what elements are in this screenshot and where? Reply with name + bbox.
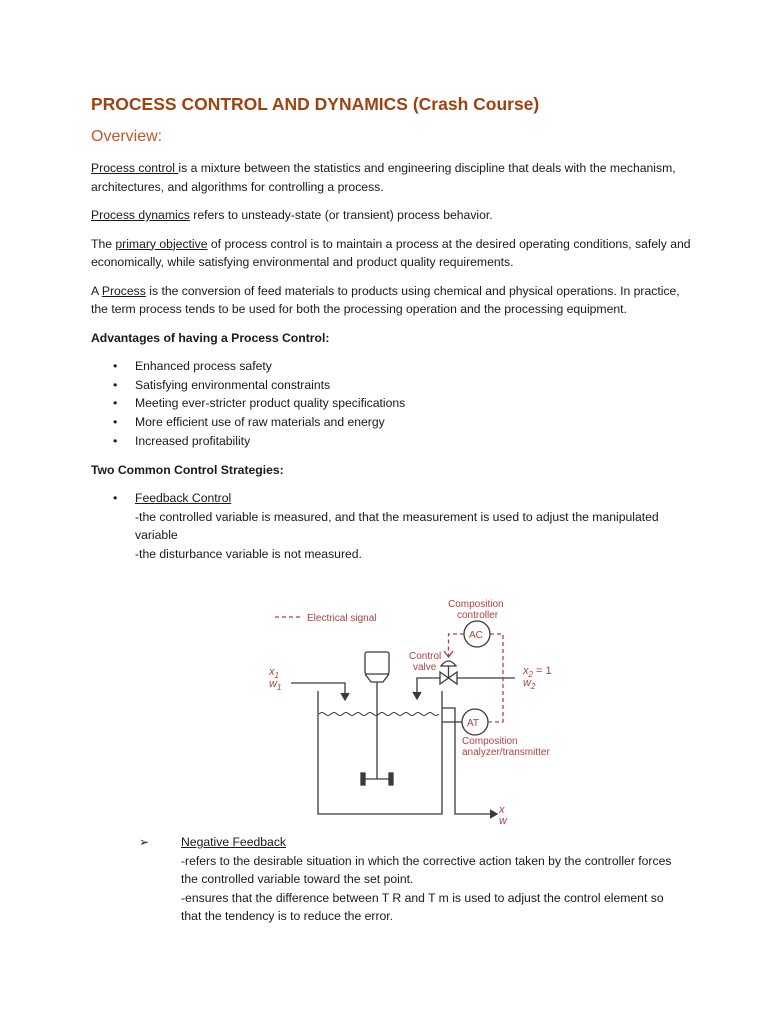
paragraph-process-control [91, 159, 691, 196]
negative-feedback-title: Negative Feedback [181, 835, 287, 849]
feedback-control-diagram [255, 596, 555, 826]
valve-actuator [441, 661, 456, 666]
strategies-heading: Two Common Control Strategies: [91, 462, 284, 477]
document-body [91, 92, 691, 571]
valve-stream-arrow [413, 692, 421, 699]
outlet-arrow [490, 810, 497, 818]
impeller-blade [389, 773, 393, 785]
inlet-w-label: $w_1$ [269, 678, 282, 692]
bullet-icon: • [113, 491, 118, 506]
paragraph-process [91, 282, 691, 319]
advantages-heading: Advantages of having a Process Control: [91, 330, 330, 345]
feedback-control-item [91, 489, 691, 563]
paragraph-text: is the conversion of feed materials to products using chemical and physical operations. In practice, the term process tends to be used for both the processing operation and the processing equipment. [91, 283, 680, 316]
inlet-x-label: $x_1$ [269, 666, 279, 680]
liquid-surface [319, 713, 439, 716]
controller-label: Composition [448, 599, 504, 610]
list-item: • Meeting ever-stricter product quality specifications [91, 394, 691, 413]
impeller-blade [361, 773, 365, 785]
list-item: • Satisfying environmental constraints [91, 376, 691, 395]
paragraph-primary-objective [91, 235, 691, 272]
negative-line-1: -refers to the desirable situation in which the corrective action taken by the controller forces the controlled variable toward the set point. [181, 853, 672, 886]
term-process: Process [101, 283, 146, 298]
term-process-control: Process control [91, 161, 179, 175]
feedback-line-1: -the controlled variable is measured, and that the measurement is used to adjust the manipulated variable [135, 509, 659, 543]
list-item: • Enhanced process safety [91, 357, 691, 376]
diagram-svg [255, 596, 555, 826]
legend-label: Electrical signal [307, 613, 377, 624]
valve-label: Control [409, 651, 442, 662]
page-title: PROCESS CONTROL AND DYNAMICS (Crash Course) [91, 94, 540, 114]
term-primary-objective: primary objective [115, 236, 208, 251]
outlet-w2-label: $w_2$ [523, 677, 536, 691]
list-item: • Increased profitability [91, 432, 691, 451]
feedback-control-title: Feedback Control [135, 491, 232, 506]
overview-heading: Overview: [91, 128, 163, 145]
paragraph-text: refers to unsteady-state (or transient) process behavior. [189, 208, 493, 222]
motor-box [365, 652, 389, 674]
analyzer-label: Composition [462, 736, 518, 747]
term-process-dynamics: Process dynamics [91, 208, 190, 222]
product-x-label: x [499, 804, 505, 816]
feedback-line-2: -the disturbance variable is not measured. [135, 546, 362, 561]
at-label: AT [467, 718, 480, 729]
paragraph-text: A [91, 283, 102, 298]
valve-label: valve [413, 662, 437, 673]
advantages-list [91, 357, 691, 451]
list-item: • More efficient use of raw materials and energy [91, 413, 691, 432]
motor-base [365, 674, 389, 682]
paragraph-text: The [91, 236, 116, 251]
signal-ac-to-valve [449, 634, 465, 656]
controller-label: controller [457, 610, 499, 621]
outlet-x2-label: $x_2 = 1$ [523, 665, 552, 679]
paragraph-text: is a mixture between the statistics and engineering discipline that deals with the mechanism, architectures, and algorithms for controlling a process. [91, 161, 676, 194]
ac-label: AC [469, 630, 483, 641]
analyzer-label: analyzer/transmitter [462, 747, 550, 758]
paragraph-process-dynamics [91, 206, 691, 225]
negative-feedback-item [139, 833, 681, 926]
inlet-arrow [341, 693, 349, 700]
product-w-label: w [499, 815, 507, 826]
paragraph-text: of process control is to maintain a process at the desired operating conditions, safely and economically, while satisfying environmental and product quality requirements. [91, 236, 691, 269]
negative-line-2: -ensures that the difference between T R and T m is used to adjust the control element so that the tendency is to reduce the error. [181, 890, 664, 923]
tank-wall [318, 691, 442, 814]
arrow-bullet-icon: ➢ [139, 835, 150, 849]
